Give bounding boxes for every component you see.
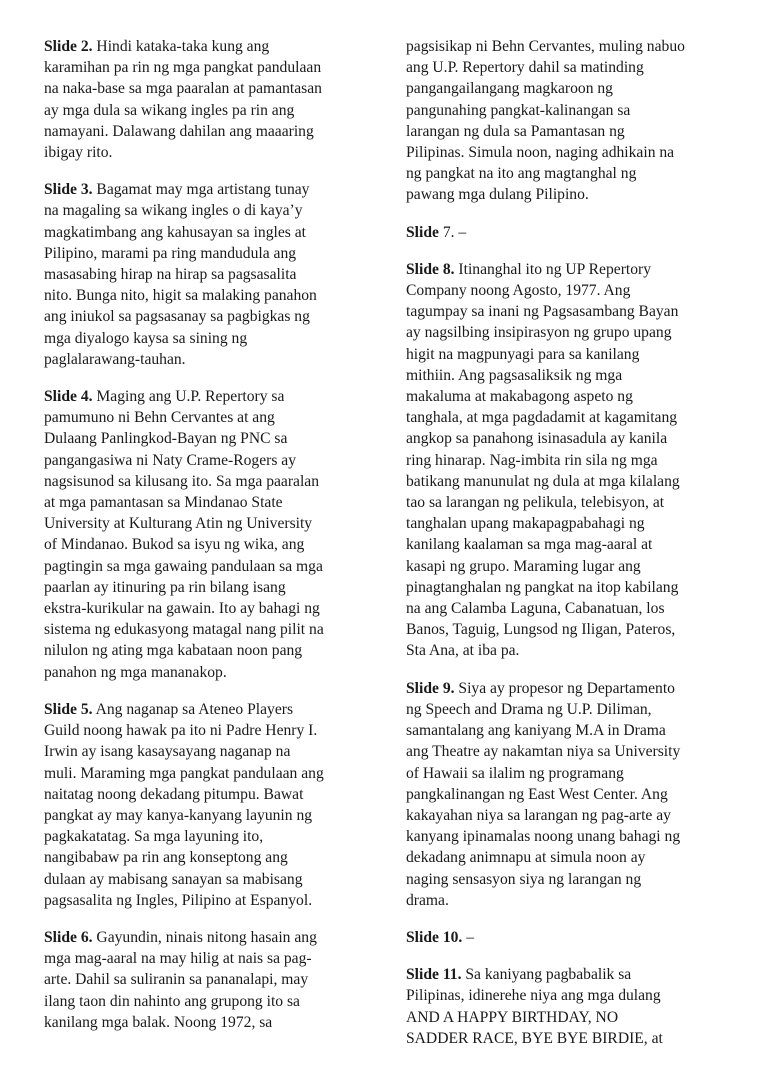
slide-2-paragraph	[44, 36, 374, 163]
slide-text: Itinanghal ito ng UP Repertory Company noong Agosto, 1977. Ang tagumpay sa inani ng Pagsasambang Bayan ay nagsilbing insipirasyon ng grupo upang higit na magpunyagi para sa kanilang mithiin. Ang pagsasaliksik ng mga makaluma at makabagong aspeto ng tanghala, at mga pagdadamit at kagamitang angkop sa panahong isinasadula ay kanila ring hinarap. Nag-imbita rin sila ng mga batikang manunulat ng dula at mga kilalang tao sa larangan ng pelikula, telebisyon, at tanghalan upang makapagpabahagi ng kanilang kaalaman sa mga mag-aaral at kasapi ng grupo. Maraming lugar ang pinagtanghalan ng pangkat na itop kabilang na ang Calamba Laguna, Cabanatuan, los Banos, Taguig, Lungsod ng Iligan, Pateros, Sta Ana, at iba pa.	[406, 260, 680, 660]
slide-9-paragraph	[406, 678, 736, 911]
slide-label: Slide	[406, 223, 439, 241]
slide-6-paragraph	[44, 927, 374, 1033]
continued-paragraph: pagsisikap ni Behn Cervantes, muling nabuo ang U.P. Repertory dahil sa matinding pangangailangang magkaroon ng pangunahing pangkat-kalinangan sa larangan ng dula sa Pamantasan ng Pilipinas. Simula noon, naging adhikain na ng pangkat na ito ang magtanghal ng pawang mga dulang Pilipino.	[406, 38, 685, 204]
slide-label: Slide 10.	[406, 928, 463, 946]
slide-text: Hindi kataka-taka kung ang karamihan pa rin ng mga pangkat pandulaan na naka-base sa mga paaralan at pamantasan ay mga dula sa wikang ingles pa rin ang namayani. Dalawang dahilan ang maaaring ibigay rito.	[44, 38, 322, 162]
slide-5-paragraph	[44, 699, 374, 911]
slide-text: Gayundin, ninais nitong hasain ang mga mag-aaral na may hilig at nais sa pag- arte. Dahil sa suliranin sa pananalapi, may ilang taon din nahinto ang grupong ito sa kanilang mga balak. Noong 1972, sa	[44, 928, 317, 1031]
left-column	[44, 36, 374, 1049]
slide-4-paragraph	[44, 386, 374, 683]
slide-label: Slide 6.	[44, 928, 93, 946]
slide-text: Bagamat may mga artistang tunay na magaling sa wikang ingles o di kaya’y magkatimbang ang kahusayan sa ingles at Pilipino, marami pa ring mandudula ang masasabing hirap na hirap sa pagsasalita nito. Bunga nito, higit sa malaking panahon ang iniukol sa pagsasanay sa pagbigkas ng mga diyalogo kaysa sa sining ng paglalarawang-tauhan.	[44, 181, 317, 368]
slide-11-paragraph	[406, 964, 736, 1049]
slide-text: Ang naganap sa Ateneo Players Guild noong hawak pa ito ni Padre Henry I. Irwin ay isang kasaysayang naganap na muli. Maraming mga pangkat pandulaan ang naitatag noong dekadang pitumpu. Bawat pangkat ay may kanya-kanyang layunin ng pagkakatatag. Sa mga layuning ito, nangibabaw pa rin ang konseptong ang dulaan ay mabisang sanayan sa mabisang pagsasalita ng Ingles, Pilipino at Espanyol.	[44, 700, 324, 909]
right-column	[406, 36, 736, 1065]
slide-text: –	[462, 928, 475, 946]
slide-text: Siya ay propesor ng Departamento ng Speech and Drama ng U.P. Diliman, samantalang ang kaniyang M.A in Drama ang Theatre ay nakamtan niya sa University of Hawaii sa ilalim ng programang pangkalinangan ng East West Center. Ang kakayahan niya sa larangan ng pag-arte ay kanyang ipinamalas noong unang bahagi ng dekadang animnapu at simula noon ay naging sensasyon siya ng larangan ng drama.	[406, 679, 681, 909]
slide-text: 7. –	[438, 223, 467, 241]
slide-7-paragraph	[406, 222, 736, 243]
slide-10-paragraph	[406, 927, 736, 948]
slide-8-paragraph	[406, 259, 736, 662]
slide-label: Slide 4.	[44, 388, 93, 406]
slide-text: Sa kaniyang pagbabalik sa Pilipinas, idinerehe niya ang mga dulang AND A HAPPY BIRTHDAY, NO SADDER RACE, BYE BYE BIRDIE, at	[406, 966, 663, 1047]
slide-label: Slide 11.	[406, 966, 462, 984]
slide-label: Slide 2.	[44, 38, 93, 55]
slide-label: Slide 5.	[44, 700, 93, 718]
slide-3-paragraph	[44, 179, 374, 370]
slide-text: Maging ang U.P. Repertory sa pamumuno ni Behn Cervantes at ang Dulaang Panlingkod-Bayan ng PNC sa pangangasiwa ni Naty Crame-Rogers ay nagsisunod sa kilusang ito. Sa mga paaralan at mga pamantasan sa Mindanao State University at Kulturang Atin ng University of Mindanao. Bukod sa isyu ng wika, ang pagtingin sa mga gawaing pandulaan sa mga paarlan ay itinuring pa rin bilang isang ekstra-kurikular na gawain. Ito ay bahagi ng sistema ng edukasyong matagal nang pilit na nilulon ng ating mga kabataan noon pang panahon ng mga mananakop.	[44, 388, 324, 681]
slide-label: Slide 3.	[44, 181, 93, 199]
slide-label: Slide 8.	[406, 260, 455, 278]
slide-label: Slide 9.	[406, 679, 455, 697]
